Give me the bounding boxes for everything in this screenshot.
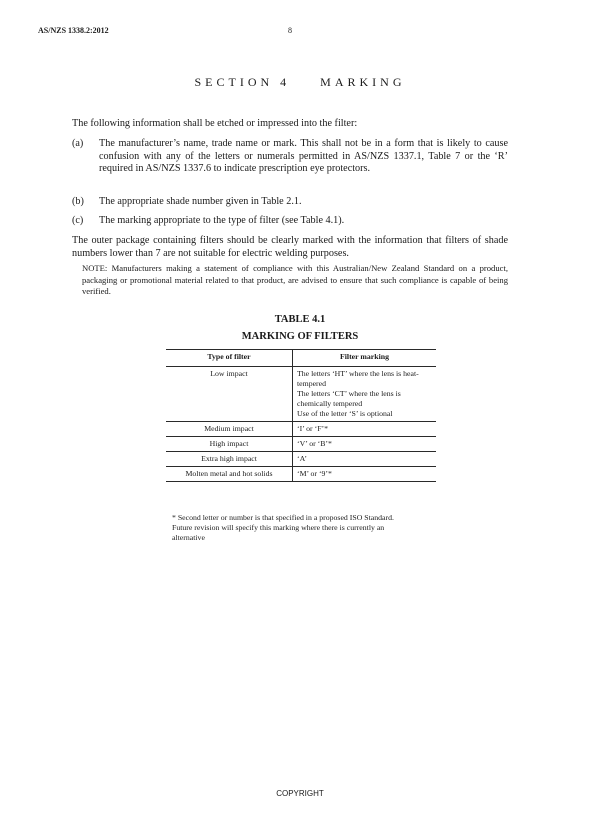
filter-marking-cell: ‘I’ or ‘F’* [293, 422, 437, 437]
marking-table [166, 349, 436, 482]
standard-number: AS/NZS 1338.2:2012 [38, 26, 109, 35]
table-row [166, 367, 436, 422]
table-row [166, 437, 436, 452]
table-footnote: * Second letter or number is that specified in a proposed ISO Standard. Future revision will specify this marking where there is currently an alternative [172, 513, 394, 542]
list-item-text: The marking appropriate to the type of filter (see Table 4.1). [99, 215, 345, 226]
filter-marking-cell: ‘M’ or ‘9’* [293, 467, 437, 482]
column-header-type: Type of filter [166, 350, 293, 367]
table-header-row [166, 350, 436, 367]
filter-type-cell: Extra high impact [166, 452, 293, 467]
list-marker: (b) [72, 196, 84, 207]
outer-package-paragraph: The outer package containing filters should be clearly marked with the information that filters of shade numbers lower than 7 are not suitable for electric welding purposes. [72, 235, 508, 259]
list-marker: (a) [72, 138, 84, 149]
column-header-marking: Filter marking [293, 350, 437, 367]
list-item-text: The appropriate shade number given in Table 2.1. [99, 196, 302, 207]
filter-type-cell: High impact [166, 437, 293, 452]
section-label: SECTION 4 [194, 75, 291, 89]
list-item [72, 138, 508, 176]
list-marker: (c) [72, 215, 84, 226]
filter-type-cell: Molten metal and hot solids [166, 467, 293, 482]
table-row [166, 452, 436, 467]
filter-type-cell: Low impact [166, 367, 293, 422]
filter-marking-cell [293, 367, 437, 422]
note-paragraph: NOTE: Manufacturers making a statement of compliance with this Australian/New Zealand Standard on a product, packaging or promotional material related to that product, are advised to ensure that such compliance is capable of being verified. [82, 263, 508, 296]
page-number: 8 [288, 26, 292, 35]
filter-marking-cell: ‘V’ or ‘B’* [293, 437, 437, 452]
section-title: MARKING [320, 75, 406, 89]
marking-line: The letters ‘CT’ where the lens is chemically tempered [297, 389, 401, 408]
filter-marking-cell: ‘A’ [293, 452, 437, 467]
list-item [72, 215, 508, 228]
intro-paragraph: The following information shall be etched or impressed into the filter: [72, 118, 358, 129]
copyright-footer: COPYRIGHT [276, 789, 324, 798]
list-item-text: The manufacturer’s name, trade name or mark. This shall not be in a form that is likely to cause confusion with any of the letters or numerals permitted in AS/NZS 1337.1, Table 7 or the ‘R’ required in AS/NZS 1337.6 to indicate prescription eye protectors. [99, 138, 508, 174]
list-item [72, 196, 508, 209]
filter-type-cell: Medium impact [166, 422, 293, 437]
marking-line: Use of the letter ‘S’ is optional [297, 409, 393, 418]
table-row [166, 422, 436, 437]
section-heading [0, 75, 600, 90]
marking-line: The letters ‘HT’ where the lens is heat-tempered [297, 369, 419, 388]
table-row [166, 467, 436, 482]
table-title: MARKING OF FILTERS [241, 331, 359, 342]
table-number: TABLE 4.1 [274, 314, 326, 325]
